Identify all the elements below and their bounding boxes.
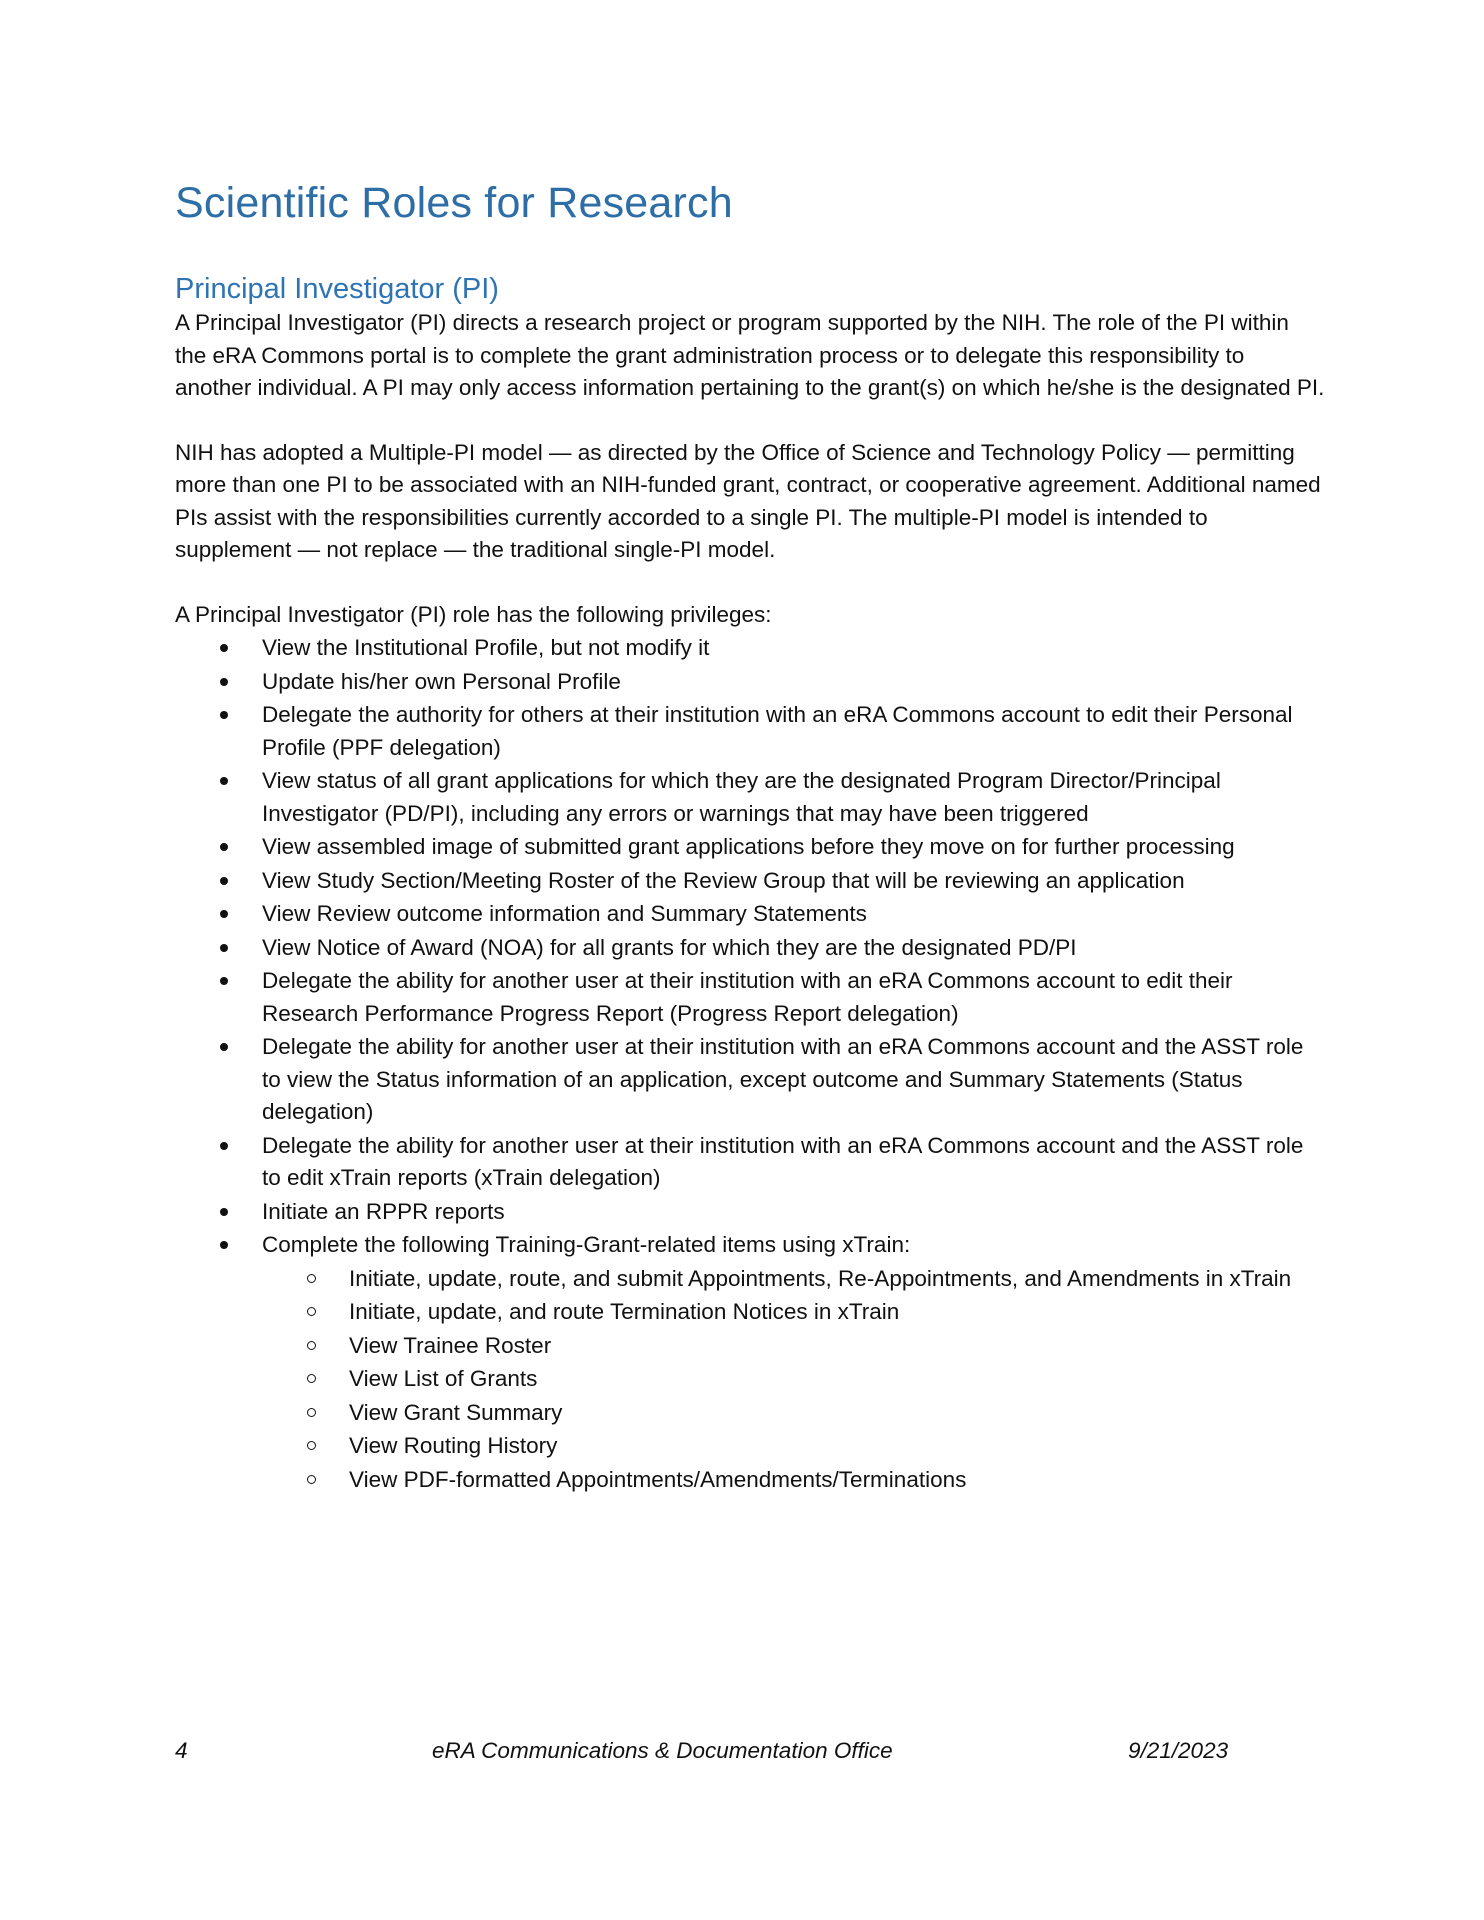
bullet-icon <box>220 1208 228 1216</box>
circle-bullet-icon <box>307 1341 316 1350</box>
circle-bullet-icon <box>307 1408 316 1417</box>
sub-list-item <box>262 1263 1325 1296</box>
circle-bullet-icon <box>307 1441 316 1450</box>
list-item-text: Update his/her own Personal Profile <box>262 668 621 694</box>
sub-list-item <box>262 1397 1325 1430</box>
sub-list-item <box>262 1363 1325 1396</box>
sub-list-item <box>262 1464 1325 1497</box>
sub-list-item-text: Initiate, update, route, and submit Appointments, Re-Appointments, and Amendments in xTrain <box>349 1265 1292 1291</box>
circle-bullet-icon <box>307 1307 316 1316</box>
bullet-icon <box>220 1142 228 1150</box>
list-item-text: View Study Section/Meeting Roster of the Review Group that will be reviewing an application <box>262 867 1185 893</box>
paragraph-pi-definition: A Principal Investigator (PI) directs a research project or program supported by the NIH. The role of the PI within the eRA Commons portal is to complete the grant administration process or to delegate this responsibility to another individual. A PI may only access information pertaining to the grant(s) on which he/she is the designated PI. <box>175 310 1325 400</box>
list-item-text: Delegate the ability for another user at their institution with an eRA Commons account and the ASST role to edit xTrain reports (xTrain delegation) <box>262 1132 1304 1190</box>
footer-office: eRA Communications & Documentation Office <box>432 1738 893 1763</box>
list-item <box>175 1196 1325 1229</box>
bullet-icon <box>220 910 228 918</box>
list-item-text: Delegate the ability for another user at their institution with an eRA Commons account to edit their Research Performance Progress Report (Progress Report delegation) <box>262 968 1233 1026</box>
circle-bullet-icon <box>307 1274 316 1283</box>
sub-list-item-text: View Grant Summary <box>349 1399 563 1425</box>
sub-list-item <box>262 1330 1325 1363</box>
list-item <box>175 1130 1325 1195</box>
footer-date: 9/21/2023 <box>1128 1738 1229 1763</box>
xtrain-items-list <box>262 1263 1325 1497</box>
page-content <box>175 175 1325 1496</box>
sub-list-item <box>262 1296 1325 1329</box>
list-item-text: Initiate an RPPR reports <box>262 1198 505 1224</box>
list-item-text: View assembled image of submitted grant applications before they move on for further processing <box>262 834 1235 859</box>
privileges-list <box>175 632 1325 1496</box>
list-item-text: Complete the following Training-Grant-related items using xTrain: <box>262 1232 911 1257</box>
bullet-icon <box>220 777 228 785</box>
bullet-icon <box>220 977 228 985</box>
list-item <box>175 965 1325 1030</box>
bullet-icon <box>220 644 228 652</box>
list-item <box>175 831 1325 864</box>
bullet-icon <box>220 944 228 952</box>
bullet-icon <box>220 1241 228 1249</box>
privileges-intro: A Principal Investigator (PI) role has the following privileges: <box>175 601 772 627</box>
list-item <box>175 765 1325 830</box>
list-item <box>175 1229 1325 1496</box>
bullet-icon <box>220 678 228 686</box>
list-item <box>175 898 1325 931</box>
sub-list-item-text: View Routing History <box>349 1433 558 1458</box>
page-title: Scientific Roles for Research <box>175 179 733 227</box>
list-item <box>175 666 1325 699</box>
page-footer <box>0 1733 1484 1769</box>
circle-bullet-icon <box>307 1475 316 1484</box>
sub-list-item-text: View PDF-formatted Appointments/Amendments/Terminations <box>349 1466 967 1492</box>
list-item-text: Delegate the authority for others at their institution with an eRA Commons account to edit their Personal Profile (PPF delegation) <box>262 702 1293 760</box>
bullet-icon <box>220 877 228 885</box>
list-item <box>175 865 1325 898</box>
page-number: 4 <box>175 1738 188 1763</box>
section-heading: Principal Investigator (PI) <box>175 273 499 305</box>
list-item <box>175 932 1325 965</box>
list-item <box>175 699 1325 764</box>
sub-list-item-text: View List of Grants <box>349 1366 538 1391</box>
sub-list-item-text: Initiate, update, and route Termination Notices in xTrain <box>349 1299 900 1324</box>
list-item-text: View Review outcome information and Summary Statements <box>262 901 867 926</box>
bullet-icon <box>220 1043 228 1051</box>
list-item-text: View Notice of Award (NOA) for all grants for which they are the designated PD/PI <box>262 934 1077 960</box>
paragraph-multiple-pi: NIH has adopted a Multiple-PI model — as directed by the Office of Science and Technology Policy — permitting more than one PI to be associated with an NIH-funded grant, contract, or cooperative agreement. Additional named PIs assist with the responsibilities currently accorded to a single PI. The multiple-PI model is intended to supplement — not replace — the traditional single-PI model. <box>175 439 1321 562</box>
list-item-text: View the Institutional Profile, but not modify it <box>262 635 710 660</box>
list-item-text: Delegate the ability for another user at their institution with an eRA Commons account and the ASST role to view the Status information of an application, except outcome and Summary Statements (Status delegation) <box>262 1034 1304 1124</box>
bullet-icon <box>220 711 228 719</box>
sub-list-item <box>262 1430 1325 1463</box>
list-item-text: View status of all grant applications for which they are the designated Program Director/Principal Investigator (PD/PI), including any errors or warnings that may have been triggered <box>262 768 1221 826</box>
bullet-icon <box>220 843 228 851</box>
list-item <box>175 632 1325 665</box>
sub-list-item-text: View Trainee Roster <box>349 1332 552 1358</box>
list-item <box>175 1031 1325 1129</box>
circle-bullet-icon <box>307 1374 316 1383</box>
